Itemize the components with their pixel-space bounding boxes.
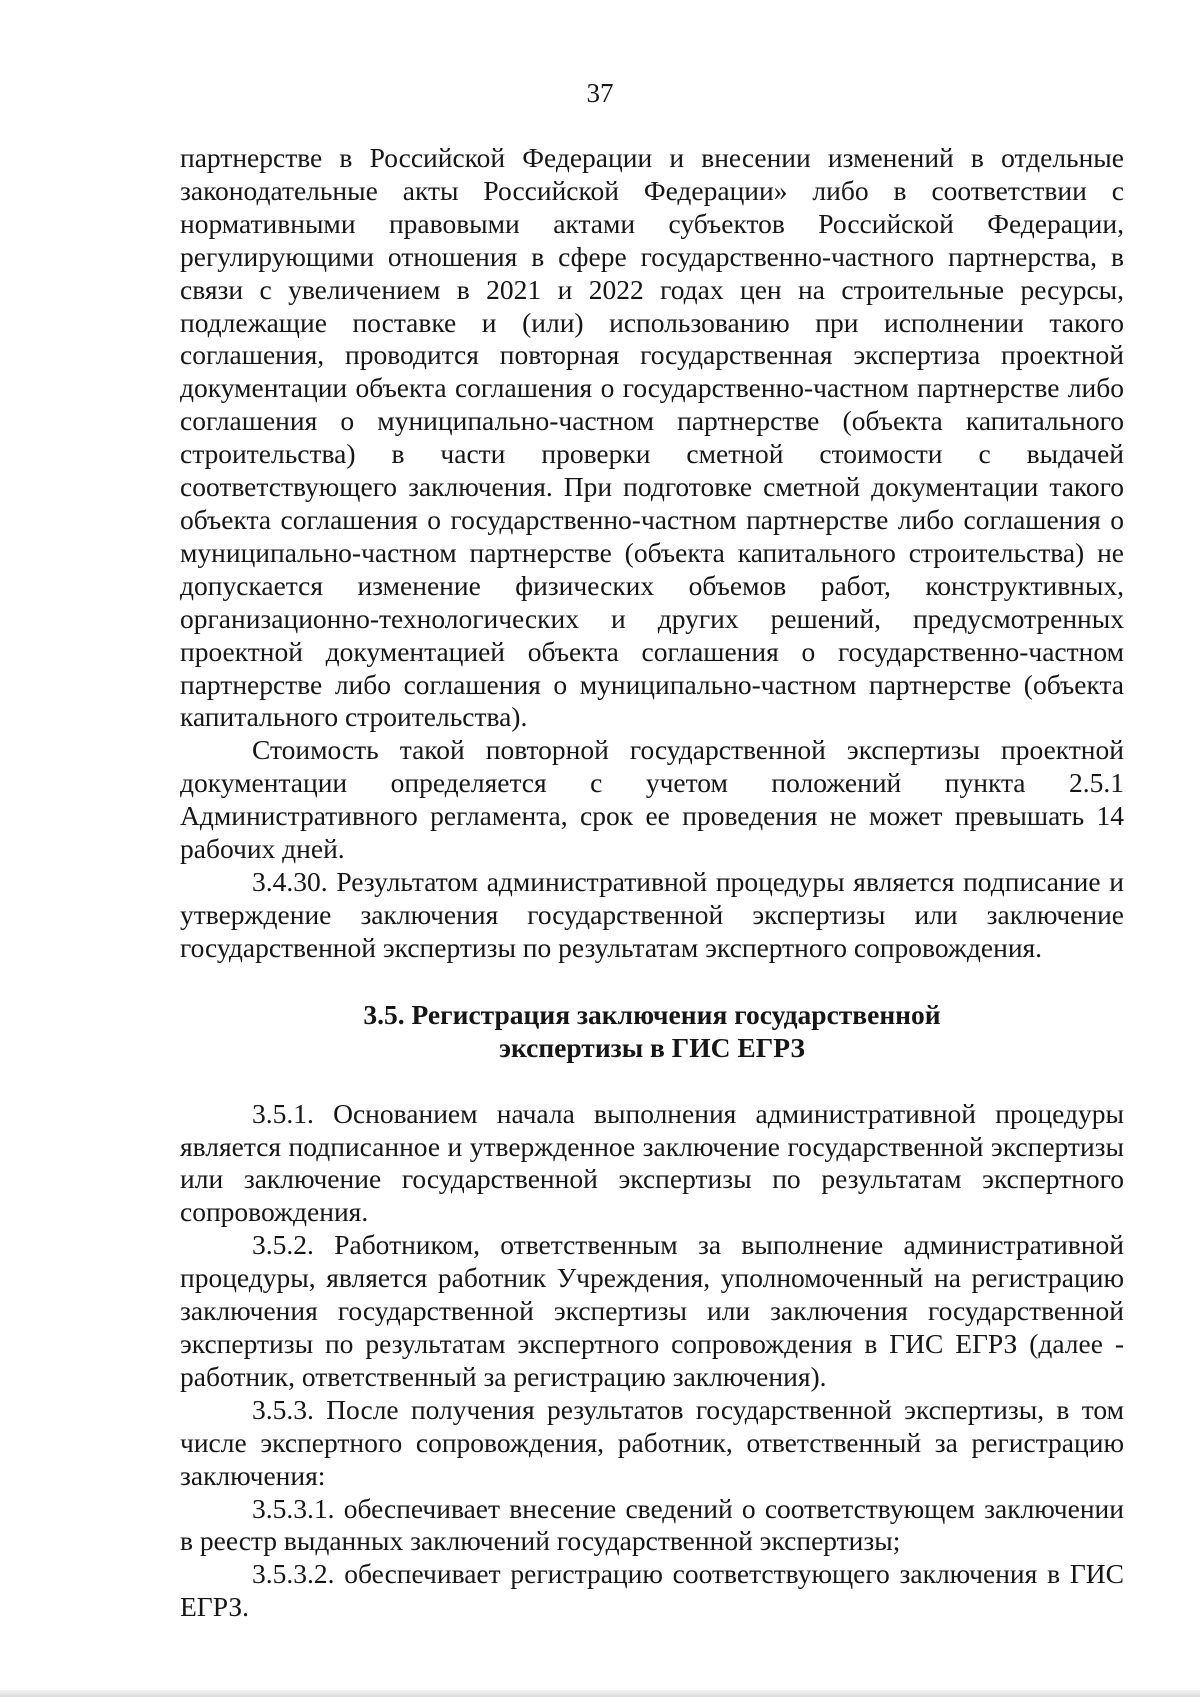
paragraph-3-5-1: 3.5.1. Основанием начала выполнения административной процедуры является подписанное и утвержденное заключение государственной экспертизы или заключение государственной экспертизы по результатам экспертного сопровождения. xyxy=(180,1097,1124,1228)
paragraph-continuation: партнерстве в Российской Федерации и внесении изменений в отдельные законодательные акты Российской Федерации» либо в соответствии с нормативными правовыми актами субъектов Российской Федерации, регулирующими отношения в сфере государственно-частного партнерства, в связи с увеличением в 2021 и 2022 годах цен на строительные ресурсы, подлежащие поставке и (или) использованию при исполнении такого соглашения, проводится повторная государственная экспертиза проектной документации объекта соглашения о государственно-частном партнерстве либо соглашения о муниципально-частном партнерстве (объекта капитального строительства) в части проверки сметной стоимости с выдачей соответствующего заключения. При подготовке сметной документации такого объекта соглашения о государственно-частном партнерстве либо соглашения о муниципально-частном партнерстве (объекта капитального строительства) не допускается изменение физических объемов работ, конструктивных, организационно-технологических и других решений, предусмотренных проектной документацией объекта соглашения о государственно-частном партнерстве либо соглашения о муниципально-частном партнерстве (объекта капитального строительства). xyxy=(180,142,1124,733)
paragraph-3-5-3-2: 3.5.3.2. обеспечивает регистрацию соответствующего заключения в ГИС ЕГРЗ. xyxy=(180,1558,1124,1623)
scan-bottom-edge xyxy=(0,1690,1200,1697)
section-heading-line-2: экспертизы в ГИС ЕГРЗ xyxy=(499,1031,805,1063)
section-heading-line-1: 3.5. Регистрация заключения государственной xyxy=(363,998,941,1030)
paragraph-3-4-30: 3.4.30. Результатом административной процедуры является подписание и утверждение заключения государственной экспертизы или заключение государственной экспертизы по результатам экспертного сопровождения. xyxy=(180,865,1124,963)
document-body xyxy=(180,142,1124,1624)
paragraph-3-5-3-1: 3.5.3.1. обеспечивает внесение сведений о соответствующем заключении в реестр выданных заключений государственной экспертизы; xyxy=(180,1492,1124,1557)
page-number: 37 xyxy=(586,78,614,108)
paragraph-cost: Стоимость такой повторной государственной экспертизы проектной документации определяется с учетом положений пункта 2.5.1 Административного регламента, срок ее проведения не может превышать 14 рабочих дней. xyxy=(180,734,1124,865)
paragraph-3-5-2: 3.5.2. Работником, ответственным за выполнение административной процедуры, является работник Учреждения, уполномоченный на регистрацию заключения государственной экспертизы или заключения государственной экспертизы по результатам экспертного сопровождения в ГИС ЕГРЗ (далее - работник, ответственный за регистрацию заключения). xyxy=(180,1229,1124,1392)
paragraph-3-5-3: 3.5.3. После получения результатов государственной экспертизы, в том числе экспертного сопровождения, работник, ответственный за регистрацию заключения: xyxy=(180,1393,1124,1491)
section-heading-3-5 xyxy=(180,998,1124,1064)
